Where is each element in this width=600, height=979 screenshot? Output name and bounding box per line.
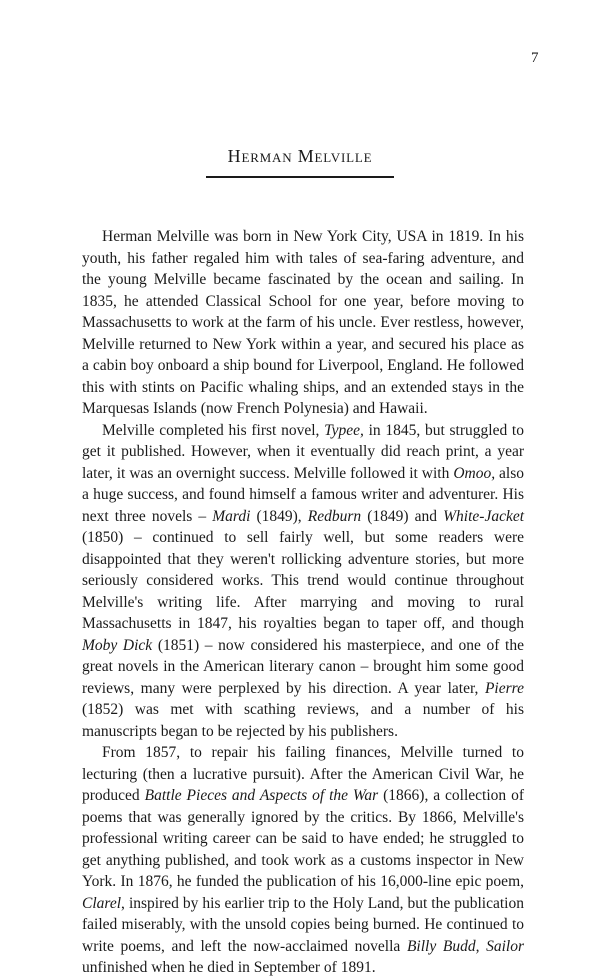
italic-title: Mardi [212, 507, 251, 525]
body-text [82, 226, 524, 979]
text-run: (1852) was met with scathing reviews, and a number of his manuscripts began to be rejected by his publishers. [82, 701, 524, 740]
italic-title: Typee, [324, 421, 364, 439]
page-number: 7 [531, 50, 539, 66]
text-run: (1850) – continued to sell fairly well, but some readers were disappointed that they weren't rollicking adventure stories, but more seriously considered works. This trend would continue throughout Melville's writing life. After marrying and moving to rural Massachusetts in 1847, his royalties began to taper off, and though [82, 529, 524, 632]
text-run: unfinished when he died in September of 1891. [82, 959, 376, 976]
paragraph [82, 420, 524, 743]
text-run: Melville completed his first novel, [102, 421, 325, 439]
text-run: , inspired by his earlier trip to the Holy Land, but the publication failed miserably, with the unsold copies being burned. He continued to write poems, and left the now-acclaimed novella [82, 894, 524, 955]
text-run: also a huge success, and found himself a famous writer and adventurer. His next three novels – [82, 464, 525, 525]
text-run: (1849), [250, 507, 308, 525]
paragraph [82, 226, 524, 420]
italic-title: Omoo, [453, 464, 496, 482]
title-underline [206, 176, 394, 178]
italic-title: Billy Budd, Sailor [406, 937, 524, 955]
text-run: Herman Melville was born in New York City, USA in 1819. In his youth, his father regaled him with tales of sea-faring adventure, and the young Melville became fascinated by the ocean and sailing. In 1835, he attended Classical School for one year, before moving to Massachusetts to work at the farm of his uncle. Ever restless, however, Melville returned to New York within a year, and secured his place as a cabin boy onboard a ship bound for Liverpool, England. He followed this with stints on Pacific whaling ships, and an extended stays in the Marquesas Islands (now French Polynesia) and Hawaii. [82, 228, 524, 417]
italic-title: Moby Dick [82, 636, 153, 654]
italic-title: White-Jacket [443, 507, 525, 525]
text-run: (1851) – now considered his masterpiece, and one of the great novels in the American literary canon – brought him some good reviews, many were perplexed by his direction. A year later, [82, 636, 524, 697]
text-run: (1849) and [361, 507, 444, 525]
text-run: (1866), a collection of poems that was generally ignored by the critics. By 1866, Melville's professional writing career can be said to have ended; he struggled to get anything published, and took work as a customs inspector in New York. In 1876, he funded the publication of his 16,000-line epic poem, [82, 787, 525, 890]
italic-title: Battle Pieces and Aspects of the War [144, 787, 379, 804]
chapter-header [0, 146, 600, 178]
italic-title: Pierre [484, 679, 524, 697]
chapter-title: Herman Melville [227, 146, 373, 166]
text-run: From 1857, to repair his failing finances, Melville turned to lecturing (then a lucrative pursuit). After the American Civil War, he produced [82, 744, 524, 804]
italic-title: Redburn [307, 507, 362, 525]
italic-title: Clarel [82, 894, 122, 912]
paragraph [82, 742, 524, 979]
text-run: in 1845, but struggled to get it published. However, when it eventually did reach print, a year later, it was an overnight success. Melville followed it with [82, 421, 524, 482]
